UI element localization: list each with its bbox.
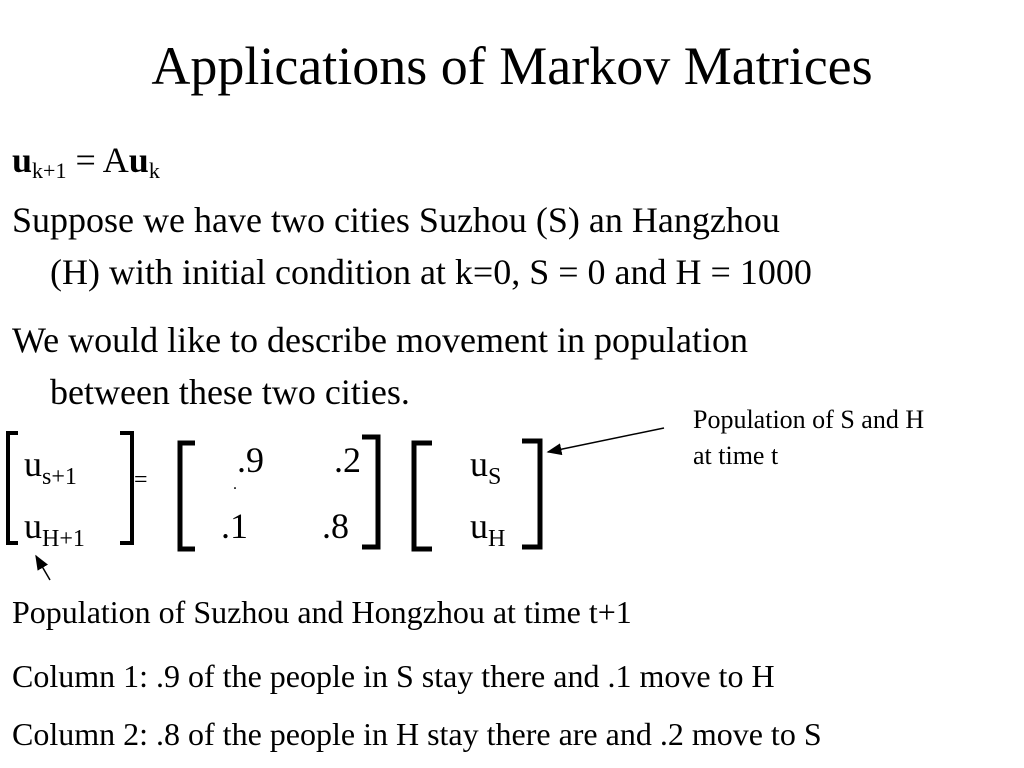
lhs-top-sub: s+1: [42, 464, 77, 490]
matrix-a11: .9: [237, 440, 264, 480]
equation-lhs-sub: k+1: [32, 158, 67, 183]
rhs-top-sub: S: [488, 464, 502, 490]
a11-dot: .: [233, 476, 237, 493]
annotation-time-t-line2: at time t: [693, 441, 779, 470]
equation-rhs-var: u: [128, 140, 149, 180]
rhs-top-var: u: [470, 444, 488, 484]
equation-lhs-var: u: [12, 140, 33, 180]
lhs-top-var: u: [24, 444, 42, 484]
arrow-to-lhs-vector: [36, 556, 50, 580]
matrix-a12: .2: [334, 440, 361, 480]
slide-title: Applications of Markov Matrices: [151, 36, 873, 96]
rhs-bottom-sub: H: [488, 526, 506, 552]
bullet-movement-line2: between these two cities.: [50, 372, 410, 412]
equation-rhs-sub: k: [148, 158, 160, 183]
annotation-time-t: [693, 402, 924, 474]
matrix-a21: .1: [221, 506, 248, 546]
bullet-movement-line1: We would like to describe movement in population: [12, 320, 748, 360]
bullet-cities-line2: (H) with initial condition at k=0, S = 0 and H = 1000: [50, 252, 812, 292]
arrow-to-rhs-vector: [548, 428, 664, 452]
matrix-equals: =: [134, 467, 148, 493]
annotation-time-t-plus-1: Population of Suzhou and Hongzhou at time t+1: [12, 594, 632, 630]
rhs-bottom-var: u: [470, 506, 488, 546]
equation-equals-a: = A: [66, 140, 129, 180]
column-2-description: Column 2: .8 of the people in H stay there are and .2 move to S: [12, 716, 822, 752]
lhs-bottom-sub: H+1: [42, 526, 85, 552]
annotation-time-t-line1: Population of S and H: [693, 405, 925, 434]
bullet-cities-line1: Suppose we have two cities Suzhou (S) an Hangzhou: [12, 200, 780, 240]
column-1-description: Column 1: .9 of the people in S stay there and .1 move to H: [12, 658, 775, 694]
lhs-bottom-var: u: [24, 506, 42, 546]
matrix-a22: .8: [322, 506, 349, 546]
